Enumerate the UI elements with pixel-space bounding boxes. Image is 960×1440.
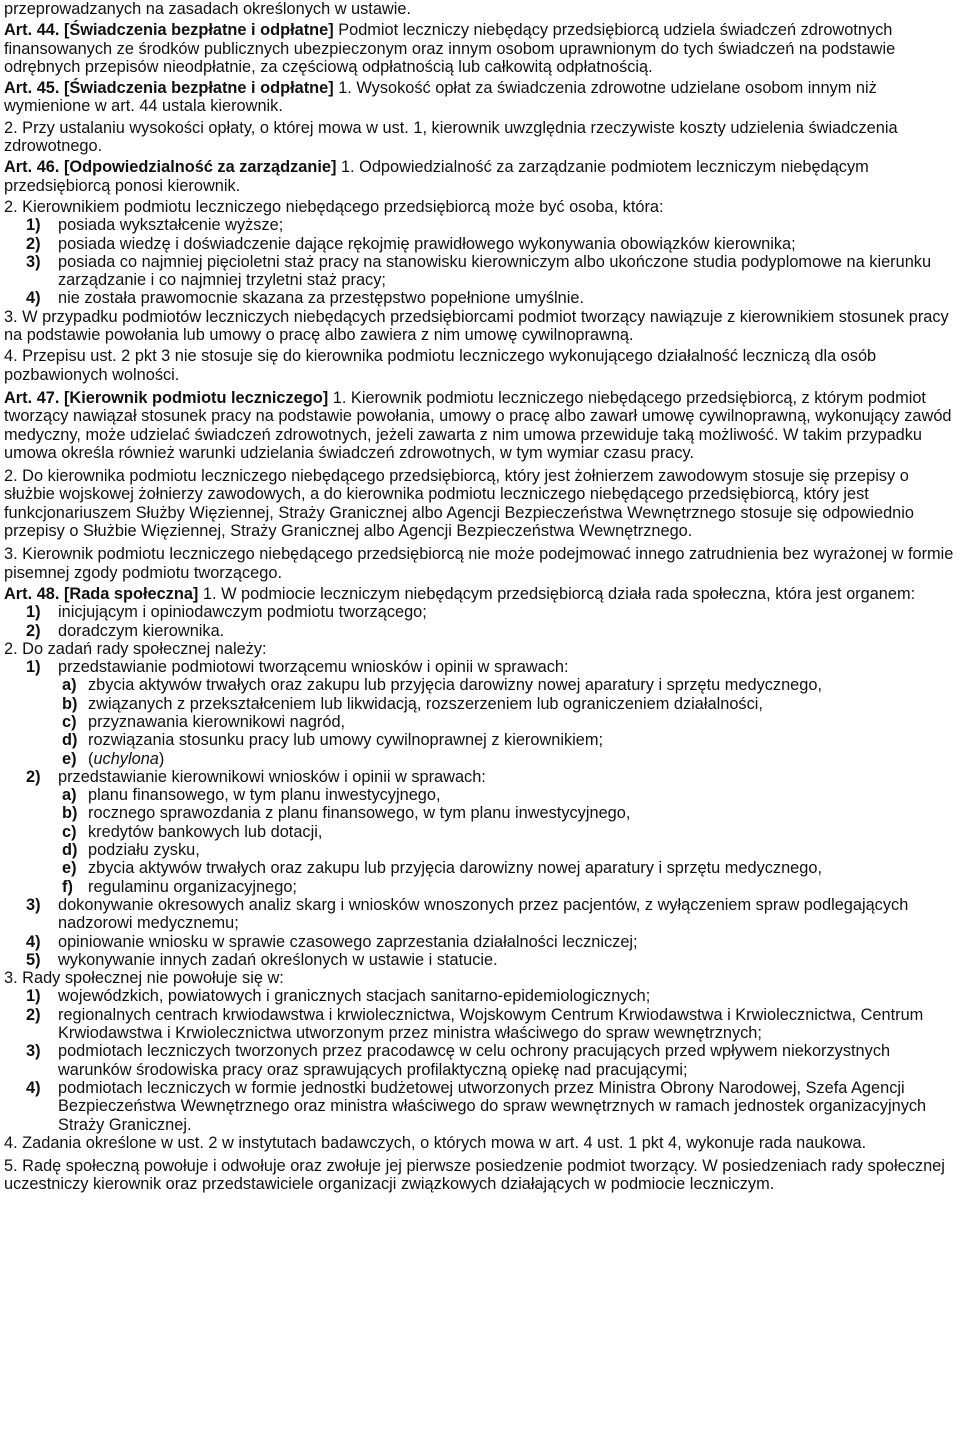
item-marker: 3): [26, 1042, 41, 1061]
body-text: kredytów bankowych lub dotacji,: [88, 822, 323, 841]
list-item: [4, 1006, 958, 1043]
item-text: [58, 1006, 958, 1043]
item-marker: 2): [26, 1005, 41, 1024]
item-text: [58, 235, 958, 253]
body-text: opiniowanie wniosku w sprawie czasowego zaprzestania działalności leczniczej;: [58, 932, 638, 951]
body-text: regionalnych centrach krwiodawstwa i krwiolecznictwa, Wojskowym Centrum Krwiodawstwa i Krwiolecznictwa, Centrum Krwiodawstwa i Krwiolecznictwa utworzonym przez ministra właściwego do spraw wewnętrznych;: [58, 1005, 924, 1043]
list-item: [4, 253, 958, 290]
item-marker: b): [62, 804, 78, 823]
list-item: [4, 289, 958, 307]
paragraph: [4, 0, 958, 18]
body-text: przedstawianie podmiotowi tworzącemu wniosków i opinii w sprawach:: [58, 658, 569, 677]
paragraph: [4, 467, 958, 540]
body-text: 2. Do kierownika podmiotu leczniczego niebędącego przedsiębiorcą, który jest żołnierzem zawodowym stosuje się przepisy o służbie wojskowej żołnierzy zawodowych, a do kierownika podmiotu leczniczego niebędącego przedsiębiorcą, który jest funkcjonariuszem Służby Więziennej, Straży Granicznej albo Agencji Bezpieczeństwa Wewnętrznego stosuje się odpowiednio przepisy o Służbie Więziennej, Straży Granicznej albo Agencji Bezpieczeństwa Wewnętrznego.: [4, 467, 914, 541]
body-text: 3. Rady społecznej nie powołuje się w:: [4, 969, 284, 988]
paragraph: [4, 545, 958, 582]
paragraph: [4, 308, 958, 345]
list-item: [4, 768, 958, 786]
item-text: [58, 933, 958, 951]
item-text: [58, 622, 958, 640]
body-text: wojewódzkich, powiatowych i granicznych stacjach sanitarno-epidemiologicznych;: [58, 987, 651, 1006]
heading-text: [Odpowiedzialność za zarządzanie]: [63, 158, 337, 177]
list-item: [4, 658, 958, 676]
list-item: [4, 1042, 958, 1079]
body-text: posiada co najmniej pięcioletni staż pracy na stanowisku kierowniczym albo ukończone studia podyplomowe na kierunku zarządzanie i co najmniej trzyletni staż pracy;: [58, 252, 932, 290]
list-item: [4, 235, 958, 253]
heading-text: [Świadczenia bezpłatne i odpłatne]: [63, 79, 334, 98]
sub-list-item: [4, 676, 958, 694]
item-marker: a): [62, 786, 77, 805]
body-text: zbycia aktywów trwałych oraz zakupu lub przyjęcia darowizny nowej aparatury i sprzętu medycznego,: [88, 676, 822, 695]
item-marker: 4): [26, 1078, 41, 1097]
item-marker: e): [62, 749, 77, 768]
body-text: nie została prawomocnie skazana za przestępstwo popełnione umyślnie.: [58, 289, 585, 308]
item-text: [88, 841, 958, 859]
body-text: rocznego sprawozdania z planu finansowego, w tym planu inwestycyjnego,: [88, 804, 631, 823]
item-text: [88, 695, 958, 713]
body-text: przedstawianie kierownikowi wniosków i opinii w sprawach:: [58, 767, 486, 786]
body-text: 5. Radę społeczną powołuje i odwołuje oraz zwołuje jej pierwsze posiedzenie podmiot tworzący. W posiedzeniach rady społecznej uczestniczy kierownik oraz przedstawiciele organizacji związkowych działających w podmiocie leczniczym.: [4, 1157, 945, 1194]
paragraph: [4, 79, 958, 116]
sub-list-item: [4, 750, 958, 768]
body-text: planu finansowego, w tym planu inwestycyjnego,: [88, 786, 441, 805]
item-text: [58, 768, 958, 786]
paragraph: [4, 1157, 958, 1194]
sub-list-item: [4, 786, 958, 804]
heading-text: [Rada społeczna]: [63, 584, 199, 603]
body-text: podziału zysku,: [88, 841, 200, 860]
paragraph: [4, 585, 958, 603]
sub-list-item: [4, 731, 958, 749]
body-text: 3. Kierownik podmiotu leczniczego niebędącego przedsiębiorcą nie może podejmować innego zatrudnienia bez wyrażonej w formie pisemnej zgody podmiotu tworzącego.: [4, 545, 954, 582]
heading-text: Art. 45.: [4, 79, 64, 98]
sub-list-item: [4, 804, 958, 822]
item-text: [88, 676, 958, 694]
item-text: [58, 289, 958, 307]
body-text: dokonywanie okresowych analiz skarg i wniosków wnoszonych przez pacjentów, z wyłączeniem spraw podlegających nadzorowi medycznemu;: [58, 895, 909, 933]
body-text: Podmiot leczniczy niebędący przedsiębiorcą udziela świadczeń zdrowotnych finansowanych ze środków publicznych ubezpieczonym oraz innym osobom uprawnionym do tych świadczeń na podstawie odrębnych przepisów nieodpłatnie, za częściową odpłatnością lub całkowitą odpłatnością.: [4, 21, 896, 76]
item-marker: 1): [26, 987, 41, 1006]
body-text: doradczym kierownika.: [58, 621, 225, 640]
item-text: [58, 951, 958, 969]
item-marker: e): [62, 859, 77, 878]
sub-list-item: [4, 841, 958, 859]
body-text: 1. Odpowiedzialność za zarządzanie podmiotem leczniczym niebędącym przedsiębiorcą ponosi kierownik.: [4, 158, 869, 195]
item-marker: 1): [26, 603, 41, 622]
item-marker: 1): [26, 658, 41, 677]
list-item: [4, 896, 958, 933]
item-marker: f): [62, 877, 73, 896]
item-text: [58, 253, 958, 290]
sub-list-item: [4, 823, 958, 841]
item-marker: b): [62, 694, 78, 713]
body-text: 2. Kierownikiem podmiotu leczniczego niebędącego przedsiębiorcą może być osoba, która:: [4, 197, 664, 216]
body-text: 1. Kierownik podmiotu leczniczego niebędącego przedsiębiorcą, z którym podmiot tworzący nawiązał stosunek pracy na podstawie powołania, umowy o pracę albo zawarł umowę cywilnoprawną, wykonujący zawód medyczny, może udzielać świadczeń zdrowotnych, jeżeli zawarta z nim umowa przewiduje taką możliwość. W takim przypadku umowa określa również warunki udzielania świadczeń zdrowotnych, w tym wymiar czasu pracy.: [4, 388, 952, 462]
sub-list-item: [4, 695, 958, 713]
sub-list-item: [4, 713, 958, 731]
paragraph: [4, 21, 958, 76]
list-item: [4, 603, 958, 621]
item-text: [58, 603, 958, 621]
heading-text: Art. 48.: [4, 584, 64, 603]
item-marker: d): [62, 731, 78, 750]
italic-text: uchylona: [93, 749, 159, 768]
heading-text: Art. 47.: [4, 388, 64, 407]
body-text: 4. Zadania określone w ust. 2 w instytutach badawczych, o których mowa w art. 4 ust. 1 pkt 4, wykonuje rada naukowa.: [4, 1133, 867, 1152]
body-text: 2. Przy ustalaniu wysokości opłaty, o której mowa w ust. 1, kierownik uwzględnia rzeczywiste koszty udzielenia świadczenia zdrowotnego.: [4, 118, 898, 156]
item-marker: c): [62, 822, 77, 841]
item-text: [58, 987, 958, 1005]
paragraph: [4, 1134, 958, 1152]
item-text: [88, 859, 958, 877]
body-text: 4. Przepisu ust. 2 pkt 3 nie stosuje się do kierownika podmiotu leczniczego wykonującego działalność leczniczą dla osób pozbawionych wolności.: [4, 347, 877, 384]
body-text: posiada wykształcenie wyższe;: [58, 216, 284, 235]
item-marker: 3): [26, 895, 41, 914]
item-marker: 4): [26, 932, 41, 951]
item-marker: 1): [26, 216, 41, 235]
body-text: 2. Do zadań rady społecznej należy:: [4, 639, 267, 658]
paragraph: [4, 640, 958, 658]
body-text: podmiotach leczniczych w formie jednostki budżetowej utworzonych przez Ministra Obrony Narodowej, Szefa Agencji Bezpieczeństwa Wewnętrznego oraz ministra właściwego do spraw wewnętrznych w ramach jednostek organizacyjnych Straży Granicznej.: [58, 1078, 927, 1134]
list-item: [4, 1079, 958, 1134]
body-text: przeprowadzanych na zasadach określonych w ustawie.: [4, 0, 411, 18]
body-text: ): [158, 749, 165, 768]
item-text: [58, 1042, 958, 1079]
body-text: przyznawania kierownikowi nagród,: [88, 712, 346, 731]
item-text: [88, 731, 958, 749]
item-text: [88, 786, 958, 804]
item-marker: 2): [26, 621, 41, 640]
sub-list-item: [4, 878, 958, 896]
heading-text: Art. 44.: [4, 21, 64, 40]
item-text: [88, 878, 958, 896]
item-marker: 4): [26, 289, 41, 308]
item-text: [88, 750, 958, 768]
item-marker: 2): [26, 767, 41, 786]
item-text: [58, 896, 958, 933]
body-text: inicjującym i opiniodawczym podmiotu tworzącego;: [58, 603, 427, 622]
list-item: [4, 933, 958, 951]
item-marker: 5): [26, 950, 41, 969]
item-text: [88, 804, 958, 822]
heading-text: [Świadczenia bezpłatne i odpłatne]: [63, 21, 334, 40]
item-text: [88, 713, 958, 731]
body-text: regulaminu organizacyjnego;: [88, 877, 297, 896]
body-text: (: [88, 749, 94, 768]
body-text: 1. Wysokość opłat za świadczenia zdrowotne udzielane osobom innym niż wymienione w art. 44 ustala kierownik.: [4, 79, 877, 116]
body-text: 3. W przypadku podmiotów leczniczych niebędących przedsiębiorcami podmiot tworzący nawiązuje z kierownikiem stosunek pracy na podstawie powołania lub umowy o pracę albo zawiera z nim umowę cywilnoprawną.: [4, 307, 949, 345]
item-marker: 2): [26, 234, 41, 253]
paragraph: [4, 198, 958, 216]
item-marker: a): [62, 676, 77, 695]
item-text: [58, 1079, 958, 1134]
item-text: [88, 823, 958, 841]
paragraph: [4, 158, 958, 195]
paragraph: [4, 119, 958, 156]
list-item: [4, 622, 958, 640]
heading-text: Art. 46.: [4, 158, 64, 177]
paragraph: [4, 347, 958, 384]
item-marker: d): [62, 841, 78, 860]
body-text: posiada wiedzę i doświadczenie dające rękojmię prawidłowego wykonywania obowiązków kierownika;: [58, 234, 796, 253]
body-text: 1. W podmiocie leczniczym niebędącym przedsiębiorcą działa rada społeczna, która jest organem:: [198, 584, 916, 603]
body-text: rozwiązania stosunku pracy lub umowy cywilnoprawnej z kierownikiem;: [88, 731, 604, 750]
list-item: [4, 216, 958, 234]
sub-list-item: [4, 859, 958, 877]
body-text: związanych z przekształceniem lub likwidacją, rozszerzeniem lub ograniczeniem działalności,: [88, 694, 763, 713]
paragraph: [4, 389, 958, 462]
item-marker: 3): [26, 252, 41, 271]
body-text: podmiotach leczniczych tworzonych przez pracodawcę w celu ochrony pracujących przed wpływem niekorzystnych warunków środowiska pracy oraz sprawujących profilaktyczną opiekę nad pracującymi;: [58, 1042, 891, 1079]
list-item: [4, 987, 958, 1005]
list-item: [4, 951, 958, 969]
item-text: [58, 216, 958, 234]
body-text: wykonywanie innych zadań określonych w ustawie i statucie.: [58, 950, 498, 969]
item-marker: c): [62, 712, 77, 731]
item-text: [58, 658, 958, 676]
paragraph: [4, 969, 958, 987]
body-text: zbycia aktywów trwałych oraz zakupu lub przyjęcia darowizny nowej aparatury i sprzętu medycznego,: [88, 859, 822, 878]
heading-text: [Kierownik podmiotu leczniczego]: [63, 388, 329, 407]
